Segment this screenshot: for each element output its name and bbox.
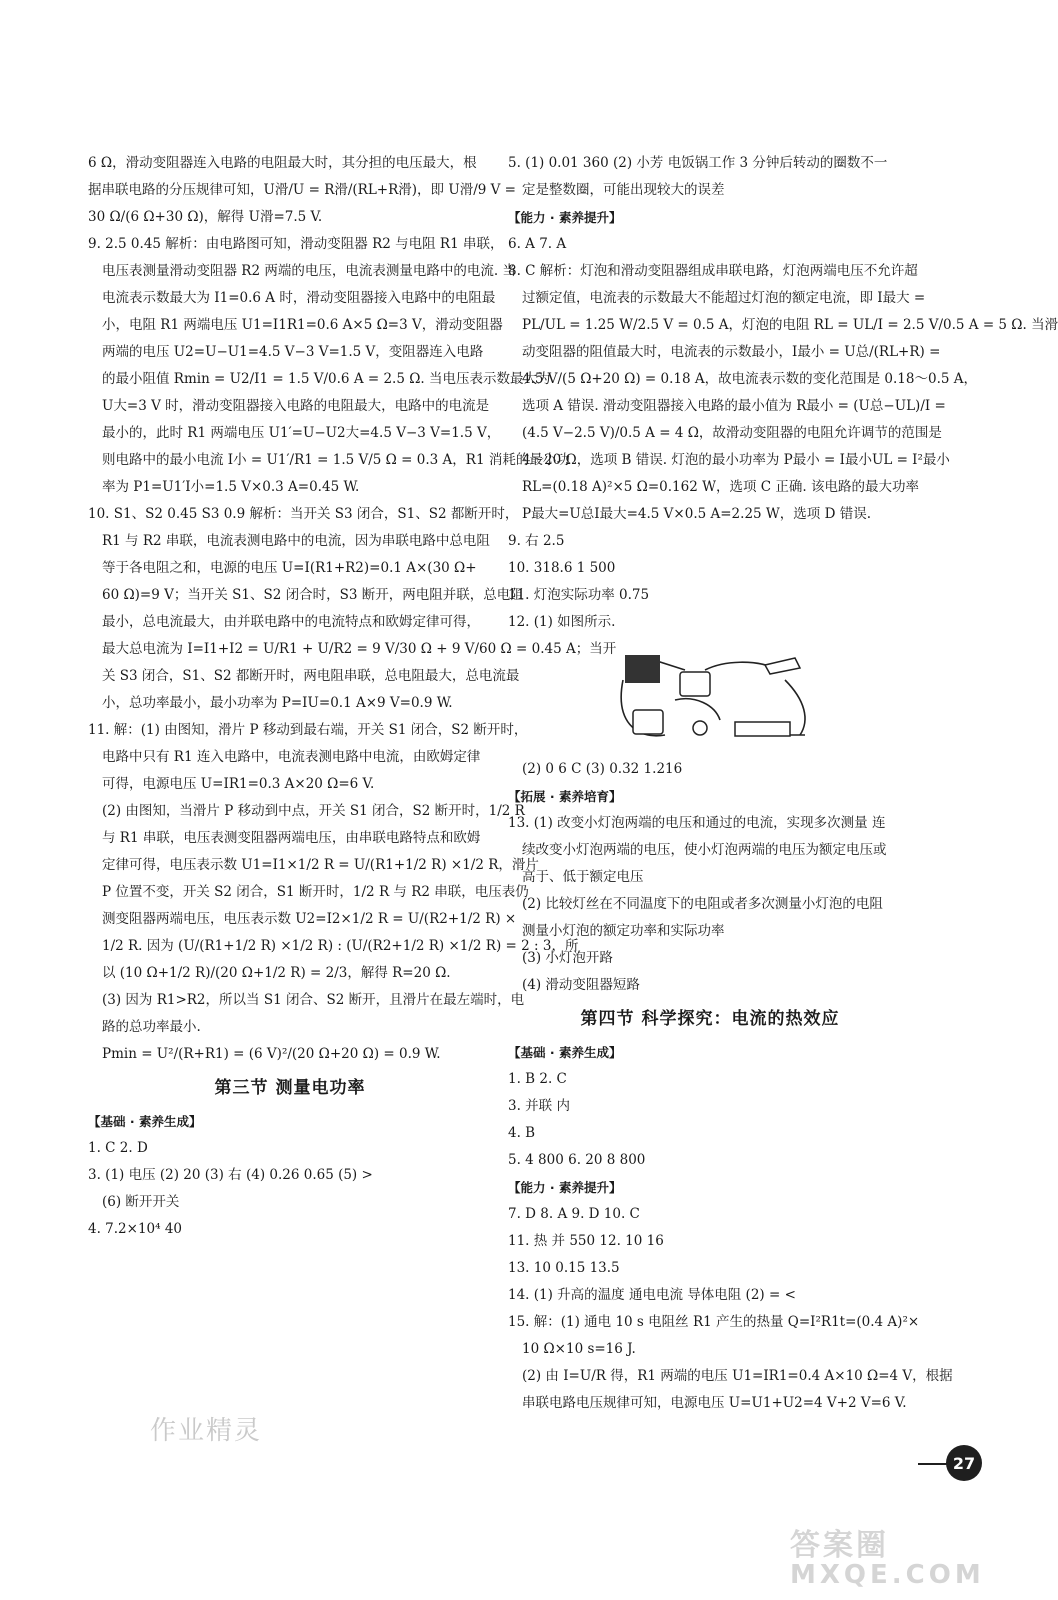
text-line: 13. (1) 改变小灯泡两端的电压和通过的电流，实现多次测量 连: [508, 815, 886, 831]
lamp-icon: [693, 721, 707, 735]
text-line: 过额定值，电流表的示数最大不能超过灯泡的额定电流，即 I最大 =: [522, 290, 926, 306]
text-line: 4. B: [508, 1125, 536, 1141]
section-title: 第四节 科学探究：电流的热效应: [580, 1009, 840, 1029]
text-line: PL/UL = 1.25 W/2.5 V = 0.5 A，灯泡的电阻 RL = UL/I = 2.5 V/0.5 A = 5 Ω. 当滑: [522, 317, 1058, 333]
text-line: 1. C 2. D: [88, 1140, 148, 1156]
text-line: 4～20 Ω，选项 B 错误. 灯泡的最小功率为 P最小 = I最小UL = I²最小: [522, 452, 950, 468]
text-line: 最大总电流为 I=I1+I2 = U/R1 + U/R2 = 9 V/30 Ω + 9 V/60 Ω = 0.45 A；当开: [102, 641, 617, 657]
text-line: 定是整数圈，可能出现较大的误差: [522, 182, 725, 198]
text-line: 10. S1、S2 0.45 S3 0.9 解析：当开关 S3 闭合，S1、S2 都断开时，: [88, 506, 519, 522]
text-line: 3. 并联 内: [508, 1098, 570, 1114]
watermark-site: MXQE.COM: [790, 1560, 985, 1590]
text-line: (2) 比较灯丝在不同温度下的电阻或者多次测量小灯泡的电阻: [522, 896, 883, 912]
text-line: (4) 滑动变阻器短路: [522, 977, 640, 993]
ammeter-icon: [680, 672, 710, 696]
text-line: RL=(0.18 A)²×5 Ω=0.162 W，选项 C 正确. 该电路的最大功率: [522, 479, 919, 495]
text-line: 路的总功率最小.: [102, 1019, 201, 1035]
text-line: 率为 P1=U1′I小=1.5 V×0.3 A=0.45 W.: [102, 479, 360, 495]
text-line: 高于、低于额定电压: [522, 869, 644, 885]
right-column-part-a: [508, 150, 1058, 636]
text-line: 小，总功率最小，最小功率为 P=IU=0.1 A×9 V=0.9 W.: [102, 695, 453, 711]
text-line: 7. D 8. A 9. D 10. C: [508, 1206, 640, 1222]
text-line: 的最小阻值 Rmin = U2/I1 = 1.5 V/0.6 A = 2.5 Ω. 当电压表示数最大为: [102, 371, 551, 387]
text-line: 6 Ω，滑动变阻器连入电路的电阻最大时，其分担的电压最大，根: [88, 155, 477, 171]
text-line: 测变阻器两端电压，电压表示数 U2=I2×1/2 R = U/(R2+1/2 R) ×: [102, 911, 517, 927]
text-line: 4.5 V/(5 Ω+20 Ω) = 0.18 A，故电流表示数的变化范围是 0.18～0.5 A，: [522, 371, 977, 387]
text-line: 选项 A 错误. 滑动变阻器接入电路的最小值为 R最小 = (U总−UL)/I =: [522, 398, 946, 414]
voltmeter-icon: [633, 710, 663, 734]
text-line: 电压表测量滑动变阻器 R2 两端的电压，电流表测量电路中的电流. 当: [102, 263, 516, 279]
circuit-diagram: [605, 640, 815, 750]
watermark-homework-elf: 作业精灵: [150, 1416, 263, 1446]
section-bar: 【能力 · 素养提升】: [508, 1180, 622, 1195]
text-line: 11. 灯泡实际功率 0.75: [508, 587, 650, 603]
text-line: (3) 小灯泡开路: [522, 950, 613, 966]
text-line: 据串联电路的分压规律可知，U滑/U = R滑/(RL+R滑)，即 U滑/9 V =: [88, 182, 516, 198]
text-line: (2) 0 6 C (3) 0.32 1.216: [522, 761, 683, 777]
text-line: 可得，电源电压 U=IR1=0.3 A×20 Ω=6 V.: [102, 776, 375, 792]
text-line: 30 Ω/(6 Ω+30 Ω)，解得 U滑=7.5 V.: [88, 209, 323, 225]
text-line: (3) 因为 R1>R2，所以当 S1 闭合、S2 断开，且滑片在最左端时，电: [102, 992, 525, 1008]
text-line: 则电路中的最小电流 I小 = U1′/R1 = 1.5 V/5 Ω = 0.3 A，R1 消耗的最小功: [102, 452, 570, 468]
text-line: 电路中只有 R1 连入电路中，电流表测电路中电流，由欧姆定律: [102, 749, 481, 765]
text-line: 最小，总电流最大，由并联电路中的电流特点和欧姆定律可得，: [102, 614, 480, 630]
text-line: (2) 由 I=U/R 得，R1 两端的电压 U1=IR1=0.4 A×10 Ω=4 V，根据: [522, 1368, 953, 1384]
text-line: P 位置不变，开关 S2 闭合，S1 断开时，1/2 R 与 R2 串联，电压表仍: [102, 884, 529, 900]
section-bar: 【拓展 · 素养培育】: [508, 789, 622, 804]
text-line: 4. 7.2×10⁴ 40: [88, 1221, 183, 1237]
right-column: [508, 150, 1058, 1417]
text-line: 定律可得，电压表示数 U1=I1×1/2 R = U/(R1+1/2 R) ×1/2 R，滑片: [102, 857, 539, 873]
text-line: 动变阻器的阻值最大时，电流表的示数最小，I最小 = U总/(RL+R) =: [522, 344, 941, 360]
text-line: 12. (1) 如图所示.: [508, 614, 616, 630]
text-line: 60 Ω)=9 V；当开关 S1、S2 闭合时，S3 断开，两电阻并联，总电阻: [102, 587, 524, 603]
text-line: 9. 右 2.5: [508, 533, 565, 549]
text-line: 3. (1) 电压 (2) 20 (3) 右 (4) 0.26 0.65 (5) >: [88, 1167, 373, 1183]
text-line: 8. C 解析：灯泡和滑动变阻器组成串联电路，灯泡两端电压不允许超: [508, 263, 918, 279]
text-line: 等于各电阻之和，电源的电压 U=I(R1+R2)=0.1 A×(30 Ω+: [102, 560, 477, 576]
text-line: (4.5 V−2.5 V)/0.5 A = 4 Ω，故滑动变阻器的电阻允许调节的范围是: [522, 425, 942, 441]
section-bar: 【能力 · 素养提升】: [508, 210, 622, 225]
text-line: 9. 2.5 0.45 解析：由电路图可知，滑动变阻器 R2 与电阻 R1 串联，: [88, 236, 504, 252]
text-line: 测量小灯泡的额定功率和实际功率: [522, 923, 725, 939]
page-number-rule: [918, 1463, 948, 1465]
section-title: 第三节 测量电功率: [214, 1078, 366, 1098]
page-number: 27: [946, 1445, 982, 1481]
text-line: 15. 解：(1) 通电 10 s 电阻丝 R1 产生的热量 Q=I²R1t=(0.4 A)²×: [508, 1314, 920, 1330]
text-line: U大=3 V 时，滑动变阻器接入电路的电阻最大，电路中的电流是: [102, 398, 490, 414]
text-line: 小，电阻 R1 两端电压 U1=I1R1=0.6 A×5 Ω=3 V，滑动变阻器: [102, 317, 503, 333]
text-line: 14. (1) 升高的温度 通电电流 导体电阻 (2) = <: [508, 1287, 796, 1303]
text-line: 13. 10 0.15 13.5: [508, 1260, 620, 1276]
right-column-part-b: [508, 756, 953, 1417]
battery-icon: [625, 655, 660, 683]
switch-icon: [765, 658, 800, 674]
watermark-answer-circle: 答案圈: [790, 1528, 889, 1563]
section-bar: 【基础 · 素养生成】: [88, 1114, 202, 1129]
text-line: (6) 断开开关: [102, 1194, 180, 1210]
text-line: Pmin = U²/(R+R1) = (6 V)²/(20 Ω+20 Ω) = 0.9 W.: [102, 1046, 441, 1062]
text-line: 串联电路电压规律可知，电源电压 U=U1+U2=4 V+2 V=6 V.: [522, 1395, 907, 1411]
text-line: 电流表示数最大为 I1=0.6 A 时，滑动变阻器接入电路中的电阻最: [102, 290, 496, 306]
text-line: (2) 由图知，当滑片 P 移动到中点，开关 S1 闭合，S2 断开时，1/2 R: [102, 803, 525, 819]
text-line: 最小的，此时 R1 两端电压 U1′=U−U2大=4.5 V−3 V=1.5 V，: [102, 425, 501, 441]
text-line: 10 Ω×10 s=16 J.: [522, 1341, 636, 1357]
text-line: P最大=U总I最大=4.5 V×0.5 A=2.25 W，选项 D 错误.: [522, 506, 871, 522]
text-line: R1 与 R2 串联，电流表测电路中的电流，因为串联电路中总电阻: [102, 533, 490, 549]
text-line: 1. B 2. C: [508, 1071, 567, 1087]
text-line: 以 (10 Ω+1/2 R)/(20 Ω+1/2 R) = 2/3，解得 R=20 Ω.: [102, 965, 451, 981]
text-line: 5. 4 800 6. 20 8 800: [508, 1152, 646, 1168]
text-line: 续改变小灯泡两端的电压，使小灯泡两端的电压为额定电压或: [522, 842, 887, 858]
text-line: 关 S3 闭合，S1、S2 都断开时，两电阻串联，总电阻最大，总电流最: [102, 668, 520, 684]
text-line: 1/2 R. 因为 (U/(R1+1/2 R) ×1/2 R) : (U/(R2+1/2 R) ×1/2 R) = 2 : 3，所: [102, 938, 579, 954]
text-line: 与 R1 串联，电压表测变阻器两端电压，由串联电路特点和欧姆: [102, 830, 481, 846]
text-line: 5. (1) 0.01 360 (2) 小芳 电饭锅工作 3 分钟后转动的圈数不一: [508, 155, 888, 171]
text-line: 6. A 7. A: [508, 236, 567, 252]
text-line: 11. 解：(1) 由图知，滑片 P 移动到最右端，开关 S1 闭合，S2 断开时，: [88, 722, 528, 738]
rheostat-icon: [735, 722, 790, 736]
text-line: 10. 318.6 1 500: [508, 560, 616, 576]
text-line: 两端的电压 U2=U−U1=4.5 V−3 V=1.5 V，变阻器连入电路: [102, 344, 484, 360]
section-bar: 【基础 · 素养生成】: [508, 1045, 622, 1060]
text-line: 11. 热 并 550 12. 10 16: [508, 1233, 664, 1249]
